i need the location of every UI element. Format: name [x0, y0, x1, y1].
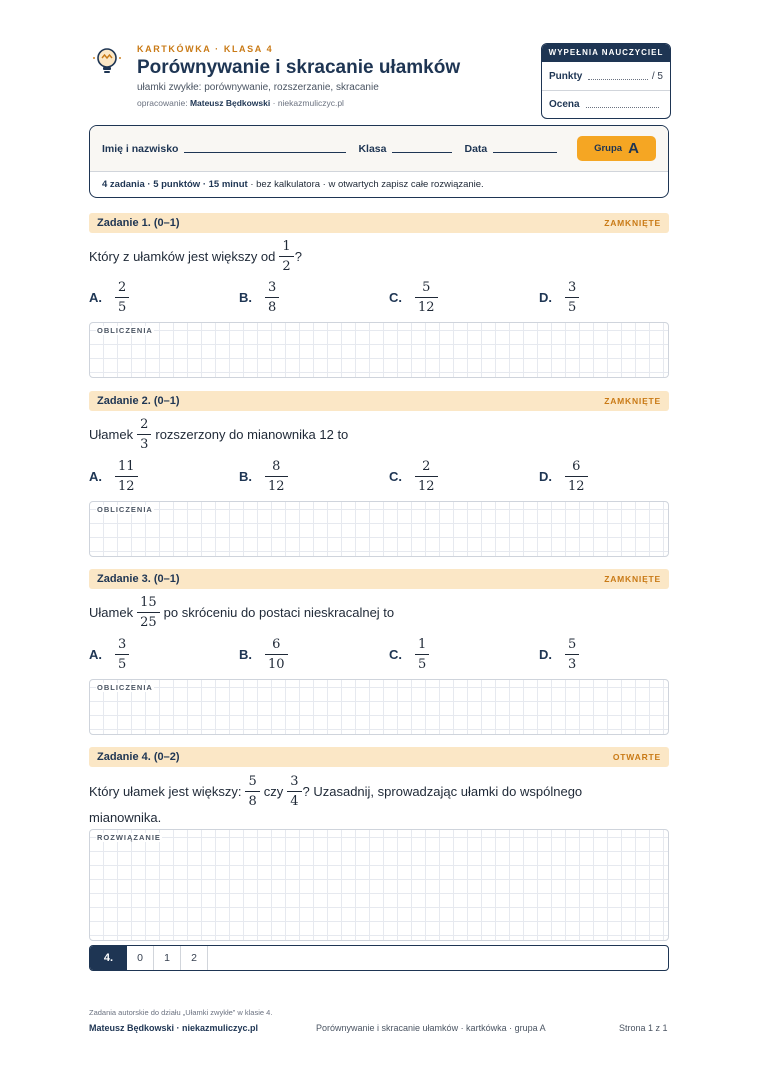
student-box: [89, 125, 669, 198]
answer-options: [89, 277, 669, 317]
task-kind: ZAMKNIĘTE: [604, 396, 661, 406]
class-field[interactable]: [392, 152, 452, 153]
task-question: [89, 418, 348, 451]
instructions-summary: 4 zadania · 5 punktów · 15 minut: [102, 179, 248, 190]
work-area-label: OBLICZENIA: [97, 683, 153, 692]
question-text-mid: czy: [263, 784, 284, 799]
question-text-end: ? Uzasadnij, sprowadzając ułamki do wspólnego: [302, 784, 583, 799]
task-title: Zadanie 2. (0–1): [97, 395, 180, 407]
page-number: Strona 1 z 1: [619, 1023, 668, 1033]
score-row: [89, 945, 669, 971]
answer-c[interactable]: C. $\frac{5}{12}$: [389, 277, 442, 317]
credits-prefix: opracowanie:: [137, 98, 188, 108]
work-area-label: OBLICZENIA: [97, 505, 153, 514]
task-kind: ZAMKNIĘTE: [604, 218, 661, 228]
instructions: [90, 171, 668, 198]
task-header: [89, 569, 669, 589]
answer-d[interactable]: D. $\frac{3}{5}$: [539, 277, 583, 317]
lightbulb-icon: [92, 46, 122, 76]
group-badge: [577, 136, 656, 161]
task-header: [89, 747, 669, 767]
work-area[interactable]: [89, 679, 669, 735]
credits-author: Mateusz Będkowski: [189, 98, 271, 108]
date-label: Data: [464, 142, 488, 155]
answer-c[interactable]: C. $\frac{1}{5}$: [389, 634, 433, 674]
task-header: [89, 213, 669, 233]
class-label: Klasa: [358, 142, 387, 155]
credits-site: · niekazmuliczyc.pl: [272, 98, 344, 108]
points-field[interactable]: [588, 79, 648, 80]
teacher-box-title: WYPEŁNIA NAUCZYCIEL: [542, 44, 670, 62]
answer-b[interactable]: B. $\frac{6}{10}$: [239, 634, 292, 674]
fraction: $\frac{15}{25}$: [137, 596, 160, 629]
question-text-end: po skróceniu do postaci nieskracalnej to: [163, 605, 395, 620]
answer-options: [89, 456, 669, 496]
question-text-line2: mianownika.: [89, 810, 162, 825]
work-area-label: ROZWIĄZANIE: [97, 833, 161, 842]
footer-note: Zadania autorskie do działu „Ułamki zwykłe” w klasie 4.: [89, 1008, 273, 1017]
score-task-number: 4.: [90, 946, 127, 970]
fraction: $\frac{2}{3}$: [137, 418, 151, 451]
question-text: Który ułamek jest większy:: [89, 784, 242, 799]
page-subtitle: ułamki zwykłe: porównywanie, rozszerzanie, skracanie: [137, 82, 379, 93]
answer-b[interactable]: B. $\frac{3}{8}$: [239, 277, 283, 317]
group-label: Grupa: [594, 143, 623, 154]
fraction: $\frac{5}{8}$: [245, 775, 259, 808]
grade-field[interactable]: [586, 107, 659, 108]
group-letter: A: [628, 140, 639, 157]
points-row: [542, 62, 670, 90]
question-text-end: rozszerzony do mianownika 12 to: [155, 427, 349, 442]
task-kind: OTWARTE: [612, 752, 661, 762]
answer-d[interactable]: D. $\frac{6}{12}$: [539, 456, 592, 496]
task-question: [89, 775, 582, 808]
points-max: / 5: [651, 70, 663, 82]
score-option[interactable]: 2: [181, 946, 208, 970]
worksheet-kicker: KARTKÓWKA · KLASA 4: [137, 44, 274, 54]
page-title: Porównywanie i skracanie ułamków: [137, 57, 461, 78]
task-title: Zadanie 3. (0–1): [97, 573, 180, 585]
instructions-rest: · bez kalkulatora · w otwartych zapisz całe rozwiązanie.: [250, 179, 484, 190]
score-option[interactable]: 1: [154, 946, 181, 970]
answer-c[interactable]: C. $\frac{2}{12}$: [389, 456, 442, 496]
question-text: Który z ułamków jest większy od: [89, 249, 276, 264]
answer-b[interactable]: B. $\frac{8}{12}$: [239, 456, 292, 496]
answer-options: [89, 634, 669, 674]
work-area[interactable]: [89, 501, 669, 557]
date-field[interactable]: [493, 152, 557, 153]
answer-a[interactable]: A. $\frac{2}{5}$: [89, 277, 133, 317]
task-question: [89, 596, 394, 629]
task-kind: ZAMKNIĘTE: [604, 574, 661, 584]
question-text-end: ?: [294, 249, 302, 264]
work-area-label: OBLICZENIA: [97, 326, 153, 335]
task-title: Zadanie 1. (0–1): [97, 217, 180, 229]
grade-row: [542, 90, 670, 118]
footer-author: Mateusz Będkowski · niekazmuliczyc.pl: [89, 1023, 259, 1033]
name-label: Imię i nazwisko: [102, 142, 179, 155]
fraction: $\frac{3}{4}$: [287, 775, 301, 808]
task-question-line2: [89, 810, 161, 825]
task-question: [89, 240, 302, 273]
points-label: Punkty: [549, 70, 583, 82]
solution-area[interactable]: [89, 829, 669, 941]
question-text: Ułamek: [89, 427, 134, 442]
score-option[interactable]: 0: [127, 946, 154, 970]
credits: [137, 98, 344, 108]
work-area[interactable]: [89, 322, 669, 378]
student-fields: [90, 126, 668, 171]
task-header: [89, 391, 669, 411]
answer-a[interactable]: A. $\frac{11}{12}$: [89, 456, 142, 496]
name-field[interactable]: [184, 152, 346, 153]
answer-a[interactable]: A. $\frac{3}{5}$: [89, 634, 133, 674]
fraction: $\frac{1}{2}$: [279, 240, 293, 273]
teacher-box: [541, 43, 671, 119]
question-text: Ułamek: [89, 605, 134, 620]
grade-label: Ocena: [549, 99, 580, 110]
answer-d[interactable]: D. $\frac{5}{3}$: [539, 634, 583, 674]
task-title: Zadanie 4. (0–2): [97, 751, 180, 763]
footer-title: Porównywanie i skracanie ułamków · kartkówka · grupa A: [316, 1023, 546, 1033]
